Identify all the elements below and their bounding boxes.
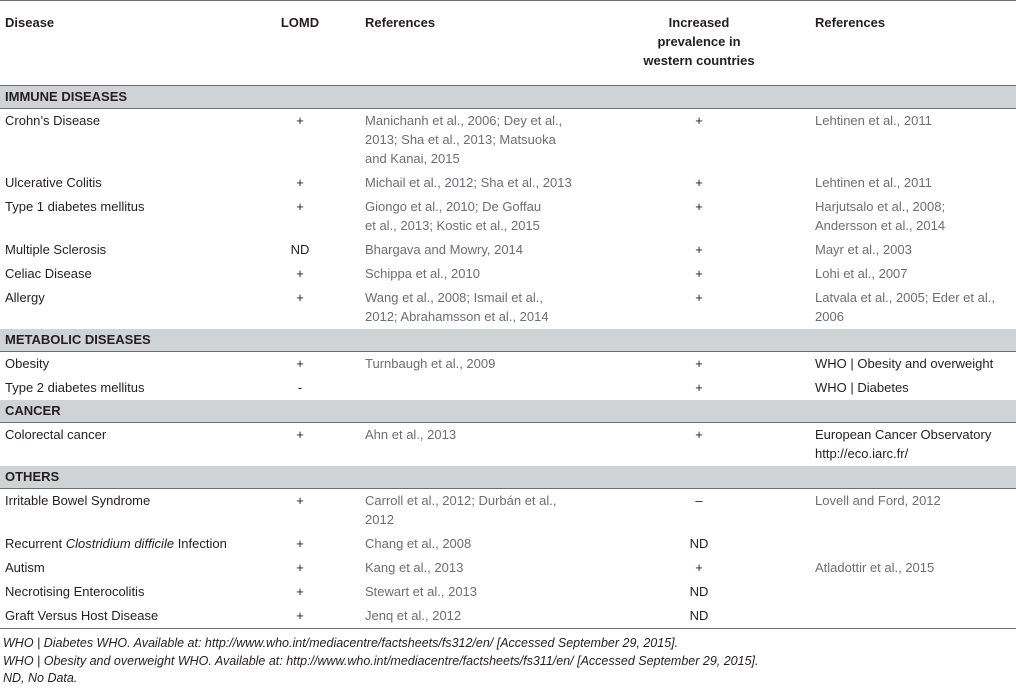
reference-line: Stewart et al., 2013 [365, 584, 478, 599]
lomd-cell: + [296, 427, 304, 442]
table-row [0, 109, 1016, 171]
references-2-cell [815, 173, 1015, 192]
reference-line: European Cancer Observatory [815, 427, 992, 442]
disease-cell: Allergy [5, 290, 45, 305]
section-title: IMMUNE DISEASES [5, 89, 128, 104]
prevalence-cell: + [695, 560, 703, 575]
table-row [0, 352, 1016, 376]
references-cell [365, 491, 590, 529]
reference-line: Mayr et al., 2003 [815, 242, 912, 257]
references-cell [365, 425, 590, 444]
disease-cell: Crohn’s Disease [5, 113, 101, 128]
disease-cell: Obesity [5, 356, 50, 371]
reference-line: Michail et al., 2012; Sha et al., 2013 [365, 175, 572, 190]
references-cell [365, 558, 590, 577]
header-prevalence-line: prevalence in [657, 34, 741, 49]
references-2-cell [815, 378, 1015, 397]
references-2-cell [815, 264, 1015, 283]
reference-line: et al., 2013; Kostic et al., 2015 [365, 218, 540, 233]
table-row [0, 171, 1016, 195]
prevalence-cell: + [695, 199, 703, 214]
disease-cell: Multiple Sclerosis [5, 242, 107, 257]
section-title: OTHERS [5, 469, 60, 484]
footnote: WHO | Diabetes WHO. Available at: http://www.who.int/mediacentre/factsheets/fs312/en/ [Accessed September 29, 2015]. [3, 636, 679, 650]
table-row [0, 604, 1016, 628]
references-cell [365, 534, 590, 553]
reference-line: Schippa et al., 2010 [365, 266, 480, 281]
references-2-cell [815, 240, 1015, 259]
reference-line: Jenq et al., 2012 [365, 608, 462, 623]
prevalence-cell: + [695, 242, 703, 257]
lomd-cell: - [297, 380, 303, 395]
references-2-cell [815, 197, 1015, 235]
section-header [0, 466, 1016, 489]
footnote: ND, No Data. [3, 671, 78, 685]
prevalence-cell: ND [689, 536, 709, 551]
table-row [0, 262, 1016, 286]
reference-line: WHO | Obesity and overweight [815, 356, 994, 371]
reference-line: Turnbaugh et al., 2009 [365, 356, 496, 371]
table-footnotes [3, 635, 758, 688]
table-row [0, 376, 1016, 400]
prevalence-cell: + [695, 356, 703, 371]
header-references-2: References [815, 15, 886, 30]
reference-line: Latvala et al., 2005; Eder et al., [815, 290, 995, 305]
references-cell [365, 197, 590, 235]
references-2-cell [815, 558, 1015, 577]
references-cell [365, 264, 590, 283]
footnote: WHO | Obesity and overweight WHO. Available at: http://www.who.int/mediacentre/factsheets/fs311/en/ [Accessed September 29, 2015]. [3, 653, 759, 668]
disease-cell: Irritable Bowel Syndrome [5, 493, 151, 508]
reference-line: WHO | Diabetes [815, 380, 909, 395]
table-body [0, 86, 1016, 629]
prevalence-cell: + [695, 113, 703, 128]
table-row [0, 532, 1016, 556]
header-references: References [365, 15, 436, 30]
lomd-cell: + [296, 199, 304, 214]
disease-cell: Celiac Disease [5, 266, 92, 281]
prevalence-cell: + [695, 175, 703, 190]
references-cell [365, 354, 590, 373]
lomd-cell: + [296, 290, 304, 305]
references-cell [365, 111, 590, 168]
prevalence-cell: + [695, 266, 703, 281]
reference-line: Chang et al., 2008 [365, 536, 472, 551]
lomd-cell: + [296, 113, 304, 128]
table-row [0, 489, 1016, 532]
disease-text: Infection [174, 536, 227, 551]
prevalence-cell: + [695, 290, 703, 305]
reference-line: and Kanai, 2015 [365, 151, 460, 166]
disease-cell: Type 1 diabetes mellitus [5, 199, 145, 214]
lomd-cell: + [296, 266, 304, 281]
reference-line: Ahn et al., 2013 [365, 427, 457, 442]
references-cell [365, 240, 590, 259]
references-2-cell [815, 111, 1015, 130]
table-header [0, 0, 1016, 86]
prevalence-cell: – [695, 493, 703, 508]
disease-cell: Ulcerative Colitis [5, 175, 102, 190]
reference-line: 2013; Sha et al., 2013; Matsuoka [365, 132, 556, 147]
reference-line: 2012 [365, 512, 394, 527]
table-row [0, 423, 1016, 466]
section-title: CANCER [5, 403, 61, 418]
reference-line: Lovell and Ford, 2012 [815, 493, 941, 508]
reference-line: Harjutsalo et al., 2008; [815, 199, 946, 214]
reference-line: Lehtinen et al., 2011 [815, 175, 932, 190]
disease-cell: Necrotising Enterocolitis [5, 584, 145, 599]
reference-line: http://eco.iarc.fr/ [815, 446, 909, 461]
lomd-cell: + [296, 356, 304, 371]
lomd-cell: + [296, 493, 304, 508]
section-header [0, 329, 1016, 352]
reference-line: Atladottir et al., 2015 [815, 560, 935, 575]
prevalence-cell: + [695, 427, 703, 442]
disease-cell: Colorectal cancer [5, 427, 107, 442]
table-row [0, 238, 1016, 262]
reference-line: Giongo et al., 2010; De Goffau [365, 199, 542, 214]
table-row [0, 580, 1016, 604]
section-header [0, 86, 1016, 109]
references-cell [365, 582, 590, 601]
reference-line: Andersson et al., 2014 [815, 218, 946, 233]
lomd-cell: + [296, 536, 304, 551]
lomd-cell: ND [290, 242, 310, 257]
header-prevalence-line: western countries [643, 53, 755, 68]
lomd-cell: + [296, 560, 304, 575]
lomd-cell: + [296, 175, 304, 190]
reference-line: 2012; Abrahamsson et al., 2014 [365, 309, 549, 324]
header-prevalence [620, 13, 778, 70]
disease-cell: Type 2 diabetes mellitus [5, 380, 145, 395]
reference-line: Kang et al., 2013 [365, 560, 464, 575]
table-row [0, 195, 1016, 238]
table-bottom-rule [0, 628, 1016, 629]
prevalence-cell: ND [689, 584, 709, 599]
references-cell [365, 288, 590, 326]
reference-line: Manichanh et al., 2006; Dey et al., [365, 113, 563, 128]
reference-line: Lohi et al., 2007 [815, 266, 908, 281]
prevalence-cell: ND [689, 608, 709, 623]
reference-line: Lehtinen et al., 2011 [815, 113, 932, 128]
references-2-cell [815, 354, 1015, 373]
disease-text: Recurrent [5, 536, 66, 551]
table-row [0, 556, 1016, 580]
disease-cell: Autism [5, 560, 45, 575]
references-2-cell [815, 491, 1015, 510]
lomd-cell: + [296, 608, 304, 623]
lomd-cell: + [296, 584, 304, 599]
header-prevalence-line: Increased [668, 15, 730, 30]
references-2-cell [815, 425, 1015, 463]
header-disease: Disease [5, 15, 55, 30]
prevalence-cell: + [695, 380, 703, 395]
section-title: METABOLIC DISEASES [5, 332, 151, 347]
reference-line: Carroll et al., 2012; Durbán et al., [365, 493, 557, 508]
references-cell [365, 173, 590, 192]
disease-species: Clostridium difficile [65, 536, 175, 551]
header-lomd: LOMD [280, 15, 320, 30]
disease-cell: Graft Versus Host Disease [5, 608, 159, 623]
disease-cell [5, 534, 260, 553]
reference-line: Wang et al., 2008; Ismail et al., [365, 290, 543, 305]
table-row [0, 286, 1016, 329]
section-header [0, 400, 1016, 423]
reference-line: Bhargava and Mowry, 2014 [365, 242, 524, 257]
references-2-cell [815, 288, 1015, 326]
reference-line: 2006 [815, 309, 844, 324]
references-cell [365, 606, 590, 625]
